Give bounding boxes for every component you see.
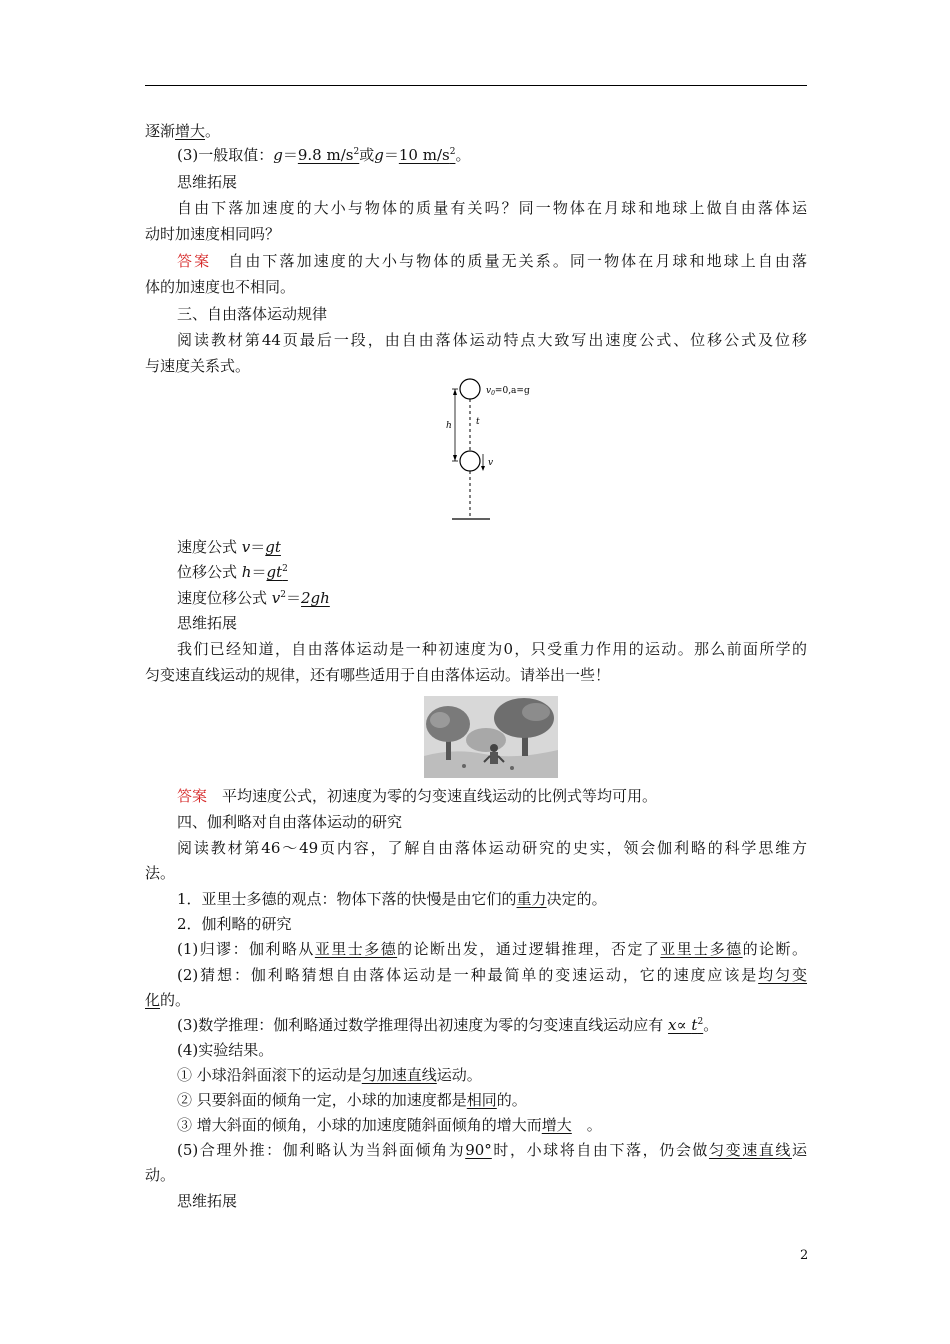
label-initial-state: $v_0=0,a=g$ [486,386,530,397]
answer-label: 答案 [177,252,212,270]
section-heading: 四、伽利略对自由落体运动的研究 [177,813,403,831]
text-line: ② 只要斜面的倾角一定，小球的加速度都是相同的。 [177,1091,527,1109]
text-line: (3)数学推理：伽利略通过数学推理得出初速度为零的匀变速直线运动应有 $x\propto t^2$。 [177,1016,719,1034]
label-h: h [446,421,452,431]
text-line: 匀变速直线运动的规律，还有哪些适用于自由落体运动。请举出一些！ [145,666,611,684]
ball-bottom-icon [460,451,480,471]
answer-blank: 增大 [541,1116,572,1134]
formula-line: 位移公式 $h=gt^2$ [177,563,288,581]
answer-blank: $x\propto t^2$ [668,1016,704,1034]
ball-top-icon [460,379,480,399]
text-line: 法。 [145,864,176,882]
answer-line: 答案 自由下落加速度的大小与物体的质量无关系。同一物体在月球和地球上自由落 [177,252,807,270]
free-fall-diagram [430,372,550,530]
text-line: (2)猜想：伽利略猜想自由落体运动是一种最简单的变速运动，它的速度应该是均匀变 [177,966,807,984]
page-number: 2 [800,1248,809,1263]
text-line: ① 小球沿斜面滚下的运动是匀加速直线运动。 [177,1066,482,1084]
answer-blank: 均匀变 [758,966,807,984]
text-line: 2．伽利略的研究 [177,915,292,933]
answer-blank: 90° [465,1141,492,1159]
answer-blank: $gt^2$ [266,563,288,581]
answer-label: 答案 [177,787,208,805]
section-heading: 三、自由落体运动规律 [177,305,328,323]
answer-line: 答案 平均速度公式，初速度为零的匀变速直线运动的比例式等均可用。 [177,787,658,805]
section-label: 思维拓展 [177,173,238,191]
text-line: (4)实验结果。 [177,1041,274,1059]
answer-blank: 9.8 $m/s^2$ [297,146,360,164]
text-line: 逐渐增大。 [145,122,221,140]
text-line: (3)一般取值：g＝9.8 $m/s^2$或g＝10 $m/s^2$。 [177,146,471,164]
text-line: 阅读教材第46～49页内容，了解自由落体运动研究的史实，领会伽利略的科学思维方 [177,839,807,857]
text-line: 1．亚里士多德的观点：物体下落的快慢是由它们的重力决定的。 [177,890,607,908]
text-line: ③ 增大斜面的倾角，小球的加速度随斜面倾角的增大而增大 。 [177,1116,602,1134]
answer-blank: 增大 [175,122,206,140]
label-v: v [488,458,494,468]
formula-line: 速度公式 v＝gt [177,538,281,556]
answer-blank: 2gh [301,589,330,607]
illustration-image [424,696,558,778]
text-line: 我们已经知道，自由落体运动是一种初速度为0，只受重力作用的运动。那么前面所学的 [177,640,807,658]
text-line: (5)合理外推：伽利略认为当斜面倾角为90°时，小球将自由下落，仍会做匀变速直线运 [177,1141,807,1159]
answer-blank: gt [265,538,281,556]
answer-blank: 重力 [516,890,547,908]
formula-line: 速度位移公式 $v^2=2gh$ [177,589,330,607]
text-line: 自由下落加速度的大小与物体的质量有关吗？同一物体在月球和地球上做自由落体运 [177,199,807,217]
header-rule [145,85,807,86]
answer-blank: 匀加速直线 [361,1066,437,1084]
text-line: 与速度关系式。 [145,357,251,375]
text-line: 体的加速度也不相同。 [145,278,296,296]
answer-blank: 相同 [466,1091,497,1109]
text-line: 化的。 [145,991,191,1009]
text-line: 动时加速度相同吗？ [145,225,281,243]
text-line: (1)归谬：伽利略从亚里士多德的论断出发，通过逻辑推理，否定了亚里士多德的论断。 [177,940,807,958]
answer-blank: 匀变速直线 [709,1141,792,1159]
section-label: 思维拓展 [177,1192,238,1210]
text-line: 动。 [145,1166,176,1184]
answer-blank: 化 [145,991,161,1009]
answer-blank: 亚里士多德 [660,940,743,958]
answer-blank: 亚里士多德 [314,940,398,958]
label-t: t [476,417,480,427]
text-line: 阅读教材第44页最后一段，由自由落体运动特点大致写出速度公式、位移公式及位移 [177,331,807,349]
answer-blank: 10 $m/s^2$ [398,146,456,164]
section-label: 思维拓展 [177,614,238,632]
